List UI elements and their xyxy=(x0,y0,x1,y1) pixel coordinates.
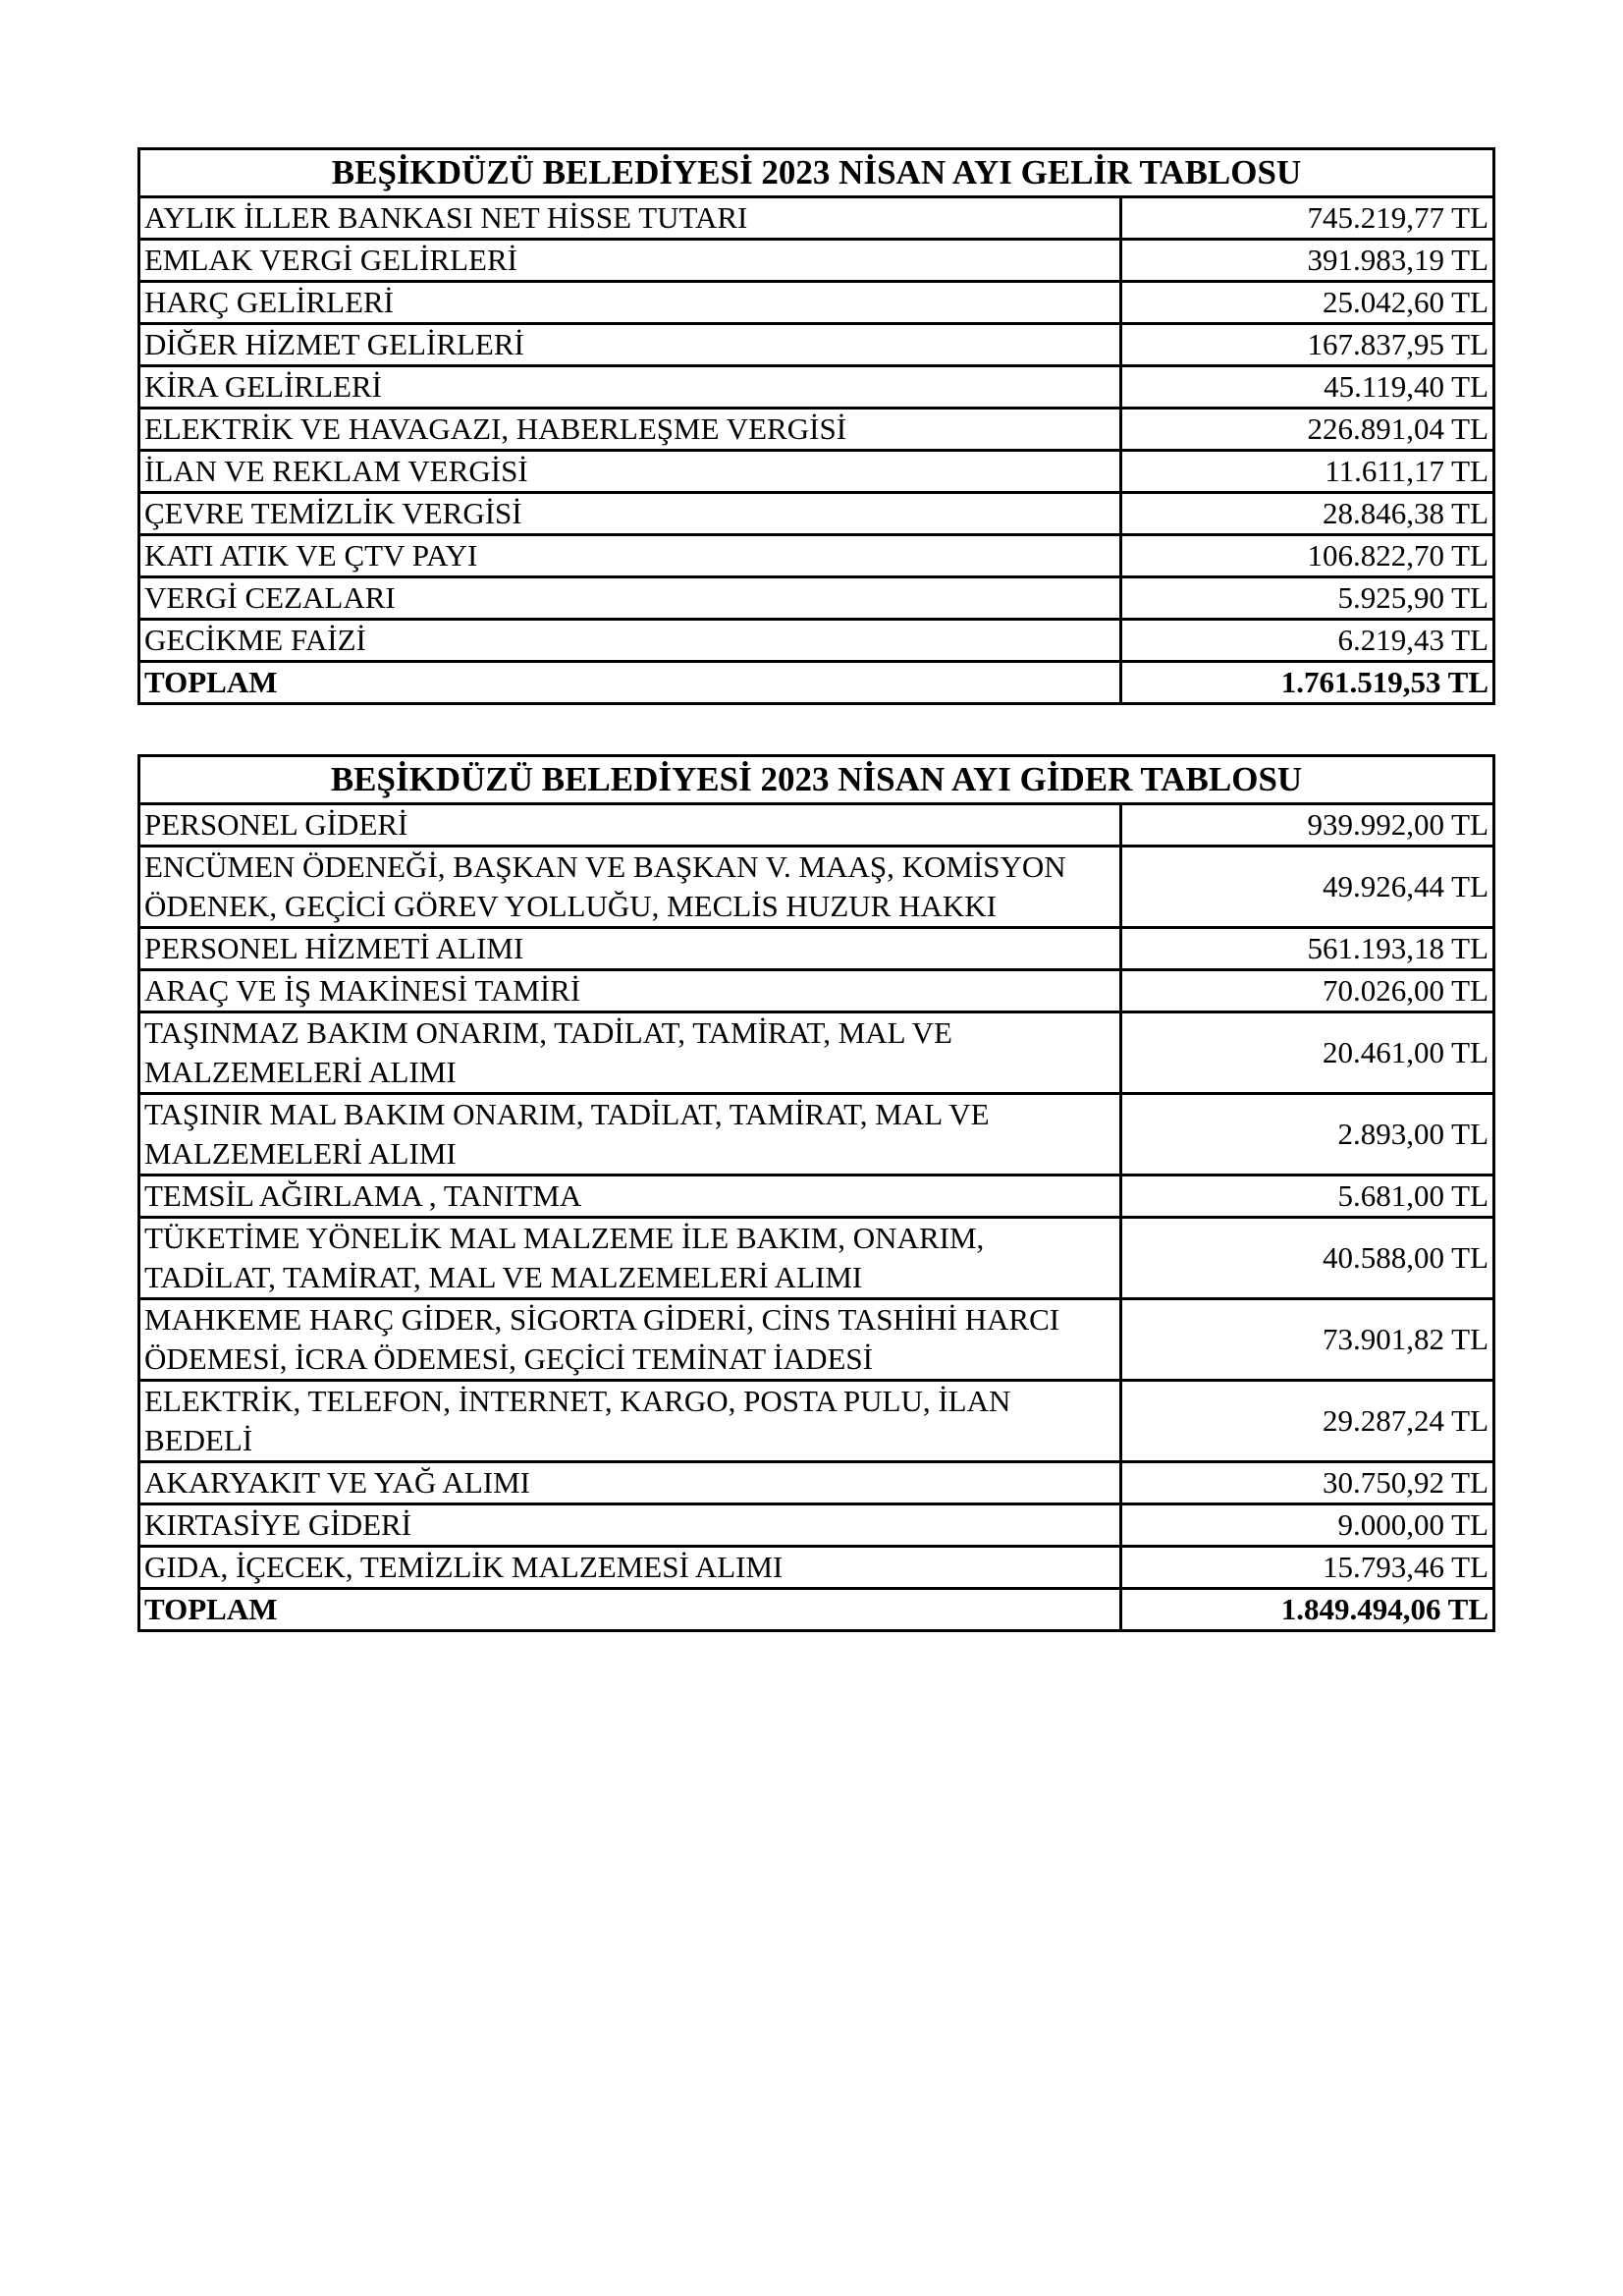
gider-row-amount: 70.026,00 TL xyxy=(1121,970,1494,1012)
gelir-row-label: GECİKME FAİZİ xyxy=(139,620,1121,662)
gider-row-amount: 2.893,00 TL xyxy=(1121,1094,1494,1175)
gider-row xyxy=(139,1218,1494,1299)
gider-row-label: MAHKEME HARÇ GİDER, SİGORTA GİDERİ, CİNS TASHİHİ HARCI ÖDEMESİ, İCRA ÖDEMESİ, GEÇİCİ TEMİNAT İADESİ xyxy=(139,1299,1121,1381)
gelir-row-amount: 167.837,95 TL xyxy=(1121,324,1494,366)
gelir-row xyxy=(139,366,1494,409)
gider-row xyxy=(139,970,1494,1012)
gelir-total-row xyxy=(139,662,1494,704)
gider-row xyxy=(139,928,1494,970)
gider-row-label: ELEKTRİK, TELEFON, İNTERNET, KARGO, POSTA PULU, İLAN BEDELİ xyxy=(139,1381,1121,1462)
gider-row xyxy=(139,1381,1494,1462)
gider-row-label: TAŞINMAZ BAKIM ONARIM, TADİLAT, TAMİRAT, MAL VE MALZEMELERİ ALIMI xyxy=(139,1012,1121,1094)
gider-row-label: TEMSİL AĞIRLAMA , TANITMA xyxy=(139,1175,1121,1218)
gelir-total-label: TOPLAM xyxy=(139,662,1121,704)
gelir-row-amount: 25.042,60 TL xyxy=(1121,282,1494,324)
gider-row xyxy=(139,1012,1494,1094)
gider-row-amount: 29.287,24 TL xyxy=(1121,1381,1494,1462)
gider-row-amount: 561.193,18 TL xyxy=(1121,928,1494,970)
gelir-row-label: KATI ATIK VE ÇTV PAYI xyxy=(139,535,1121,577)
gider-total-row xyxy=(139,1589,1494,1631)
gider-table xyxy=(137,754,1495,1632)
gelir-row-label: DİĞER HİZMET GELİRLERİ xyxy=(139,324,1121,366)
gelir-row-amount: 5.925,90 TL xyxy=(1121,577,1494,620)
gelir-row xyxy=(139,197,1494,240)
gelir-row xyxy=(139,409,1494,451)
gider-row-amount: 40.588,00 TL xyxy=(1121,1218,1494,1299)
gider-row xyxy=(139,804,1494,847)
gider-row-label: AKARYAKIT VE YAĞ ALIMI xyxy=(139,1462,1121,1504)
gelir-row-amount: 391.983,19 TL xyxy=(1121,240,1494,282)
gider-row-amount: 73.901,82 TL xyxy=(1121,1299,1494,1381)
gider-row-amount: 9.000,00 TL xyxy=(1121,1504,1494,1547)
gelir-row xyxy=(139,493,1494,535)
gider-row-amount: 939.992,00 TL xyxy=(1121,804,1494,847)
gelir-row-amount: 6.219,43 TL xyxy=(1121,620,1494,662)
gider-row xyxy=(139,1462,1494,1504)
gider-row-amount: 5.681,00 TL xyxy=(1121,1175,1494,1218)
gelir-row xyxy=(139,240,1494,282)
gider-row-label: TAŞINIR MAL BAKIM ONARIM, TADİLAT, TAMİRAT, MAL VE MALZEMELERİ ALIMI xyxy=(139,1094,1121,1175)
gelir-row xyxy=(139,620,1494,662)
gelir-table xyxy=(137,147,1495,705)
gider-row xyxy=(139,1299,1494,1381)
gider-total-label: TOPLAM xyxy=(139,1589,1121,1631)
gelir-row xyxy=(139,535,1494,577)
gelir-table-title: BEŞİKDÜZÜ BELEDİYESİ 2023 NİSAN AYI GELİR TABLOSU xyxy=(139,149,1494,197)
gelir-row-amount: 106.822,70 TL xyxy=(1121,535,1494,577)
gelir-row-label: İLAN VE REKLAM VERGİSİ xyxy=(139,451,1121,493)
gider-row-label: ENCÜMEN ÖDENEĞİ, BAŞKAN VE BAŞKAN V. MAAŞ, KOMİSYON ÖDENEK, GEÇİCİ GÖREV YOLLUĞU, MECLİS HUZUR HAKKI xyxy=(139,847,1121,928)
gider-row xyxy=(139,1175,1494,1218)
gelir-row-amount: 28.846,38 TL xyxy=(1121,493,1494,535)
gelir-row xyxy=(139,282,1494,324)
gelir-row-amount: 45.119,40 TL xyxy=(1121,366,1494,409)
gider-table-body xyxy=(139,804,1494,1631)
gider-row-label: KIRTASİYE GİDERİ xyxy=(139,1504,1121,1547)
gider-row-label: GIDA, İÇECEK, TEMİZLİK MALZEMESİ ALIMI xyxy=(139,1547,1121,1589)
gider-row-amount: 15.793,46 TL xyxy=(1121,1547,1494,1589)
gider-table-title: BEŞİKDÜZÜ BELEDİYESİ 2023 NİSAN AYI GİDER TABLOSU xyxy=(139,756,1494,804)
gider-row-label: PERSONEL GİDERİ xyxy=(139,804,1121,847)
gelir-row-label: KİRA GELİRLERİ xyxy=(139,366,1121,409)
gider-row xyxy=(139,1504,1494,1547)
gelir-row-label: HARÇ GELİRLERİ xyxy=(139,282,1121,324)
gider-row xyxy=(139,1547,1494,1589)
gelir-row-label: VERGİ CEZALARI xyxy=(139,577,1121,620)
gelir-total-amount: 1.761.519,53 TL xyxy=(1121,662,1494,704)
gelir-row xyxy=(139,324,1494,366)
gelir-row-amount: 226.891,04 TL xyxy=(1121,409,1494,451)
gelir-table-body xyxy=(139,197,1494,704)
gider-total-amount: 1.849.494,06 TL xyxy=(1121,1589,1494,1631)
gider-row-label: ARAÇ VE İŞ MAKİNESİ TAMİRİ xyxy=(139,970,1121,1012)
gelir-row xyxy=(139,577,1494,620)
gider-row-label: TÜKETİME YÖNELİK MAL MALZEME İLE BAKIM, ONARIM, TADİLAT, TAMİRAT, MAL VE MALZEMELERİ ALIMI xyxy=(139,1218,1121,1299)
gider-row-amount: 49.926,44 TL xyxy=(1121,847,1494,928)
gider-row-label: PERSONEL HİZMETİ ALIMI xyxy=(139,928,1121,970)
gider-row xyxy=(139,847,1494,928)
gider-row xyxy=(139,1094,1494,1175)
gelir-row-amount: 745.219,77 TL xyxy=(1121,197,1494,240)
gider-row-amount: 20.461,00 TL xyxy=(1121,1012,1494,1094)
gelir-row-amount: 11.611,17 TL xyxy=(1121,451,1494,493)
gelir-row-label: AYLIK İLLER BANKASI NET HİSSE TUTARI xyxy=(139,197,1121,240)
gelir-row-label: EMLAK VERGİ GELİRLERİ xyxy=(139,240,1121,282)
gider-row-amount: 30.750,92 TL xyxy=(1121,1462,1494,1504)
gelir-row-label: ELEKTRİK VE HAVAGAZI, HABERLEŞME VERGİSİ xyxy=(139,409,1121,451)
gelir-row-label: ÇEVRE TEMİZLİK VERGİSİ xyxy=(139,493,1121,535)
gelir-row xyxy=(139,451,1494,493)
